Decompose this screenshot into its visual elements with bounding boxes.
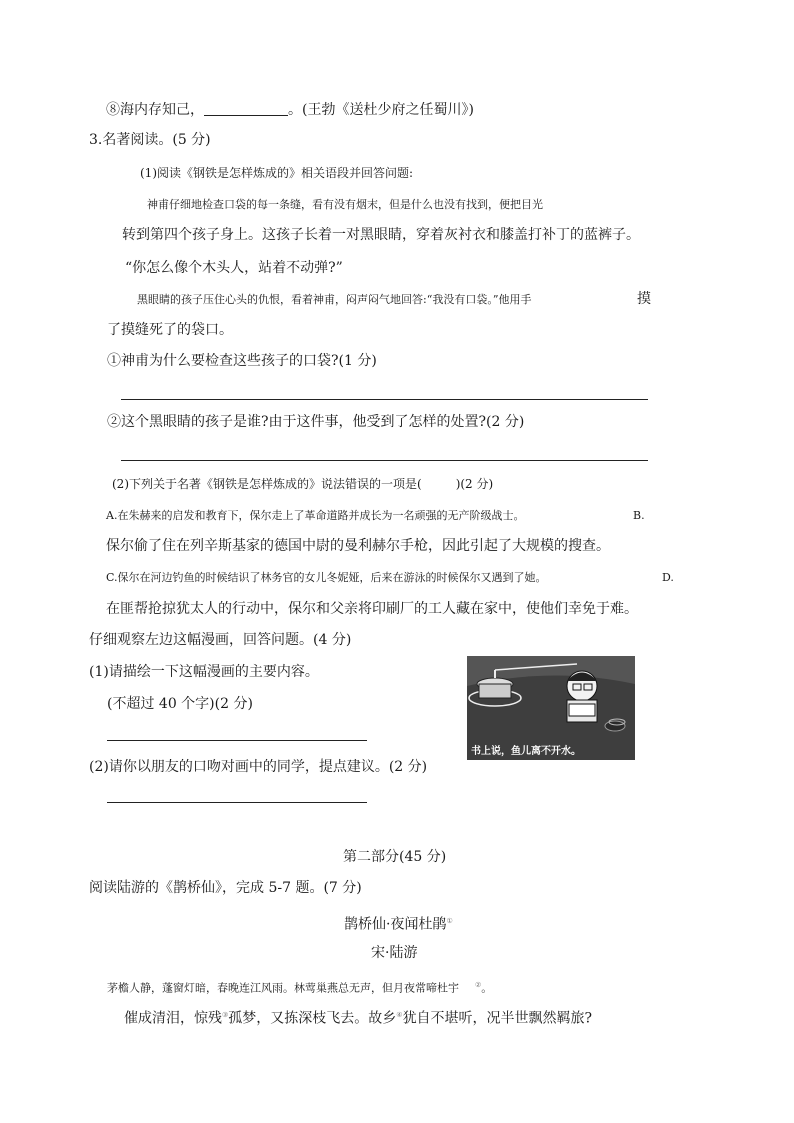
poem-line-2-c: 犹自不堪听，况半世飘然羁旅? — [402, 1010, 593, 1027]
poem-line-1 — [107, 976, 492, 998]
q4-sub1-limit: (不超过 40 个字)(2 分) — [107, 696, 253, 712]
part2-intro: 阅读陆游的《鹊桥仙》，完成 5-7 题。(7 分) — [89, 880, 362, 896]
q3-sub2-before: (2)下列关于名著《钢铁是怎样炼成的》说法错误的一项是( — [112, 477, 422, 491]
poem-line-1-text: 茅檐人静，蓬窗灯暗，春晚连江风雨。林莺巢燕总无声，但月夜常啼杜宇 — [107, 981, 459, 995]
q3-sub2 — [112, 475, 493, 493]
part2-heading: 第二部分(45 分) — [343, 849, 447, 865]
option-b: 保尔偷了住在列辛斯基家的德国中尉的曼利赫尔手枪，因此引起了大规模的搜查。 — [106, 538, 610, 554]
passage-line-4-end: 摸 — [637, 291, 651, 307]
poem-author: 宋·陆游 — [371, 945, 418, 961]
answer-line-a[interactable] — [121, 399, 648, 400]
poem-fill-source: 。(王勃《送杜少府之任蜀川》) — [288, 102, 474, 118]
q3-sub2-after: )(2 分) — [455, 477, 494, 491]
cartoon-drawing — [467, 656, 635, 760]
cartoon-caption: 书上说，鱼儿离不开水。 — [471, 746, 581, 757]
footnote-2: ② — [475, 981, 482, 989]
q3-question-b: ②这个黑眼睛的孩子是谁?由于这件事，他受到了怎样的处置?(2 分) — [107, 414, 525, 430]
poem-title — [344, 912, 453, 934]
passage-line-3: “你怎么像个木头人，站着不动弹?” — [125, 260, 343, 276]
q3-heading: 3.名著阅读。(5 分) — [89, 132, 211, 148]
q4-sub1: (1)请描绘一下这幅漫画的主要内容。 — [89, 664, 319, 680]
footnote-3: ③ — [222, 1011, 229, 1019]
poem-line-2-b: 孤梦，又拣深枝飞去。故乡 — [228, 1010, 397, 1027]
cartoon-image — [467, 656, 635, 760]
poem-fill-line — [106, 101, 474, 119]
passage-line-5: 了摸缝死了的袋口。 — [107, 322, 233, 338]
passage-line-2: 转到第四个孩子身上。这孩子长着一对黑眼睛，穿着灰衬衣和膝盖打补丁的蓝裤子。 — [122, 227, 640, 243]
answer-line-b[interactable] — [121, 460, 648, 461]
option-a: A.在朱赫来的启发和教育下，保尔走上了革命道路并成长为一名顽强的无产阶级战士。 — [106, 509, 525, 522]
footnote-1: ① — [446, 917, 453, 925]
option-c: C.保尔在河边钓鱼的时候结识了林务官的女儿冬妮娅，后来在游泳的时候保尔又遇到了她。 — [106, 571, 547, 584]
poem-fill-prefix: ⑧海内存知己， — [106, 102, 204, 118]
option-d-label: D. — [662, 571, 674, 584]
q3-question-a: ①神甫为什么要检查这些孩子的口袋?(1 分) — [107, 353, 377, 369]
q3-sub1-intro: (1)阅读《钢铁是怎样炼成的》相关语段并回答问题: — [140, 166, 414, 180]
option-b-label: B. — [633, 509, 645, 522]
poem-line-1-end: 。 — [481, 981, 493, 995]
q4-sub2: (2)请你以朋友的口吻对画中的同学，提点建议。(2 分) — [89, 759, 428, 775]
option-d: 在匪帮抢掠犹太人的行动中，保尔和父亲将印刷厂的工人藏在家中，使他们幸免于难。 — [106, 601, 638, 617]
passage-line-1: 神甫仔细地检查口袋的每一条缝，看有没有烟末，但是什么也没有找到，便把目光 — [147, 198, 543, 211]
answer-line-q4-1[interactable] — [107, 740, 367, 741]
q4-heading: 仔细观察左边这幅漫画，回答问题。(4 分) — [89, 632, 352, 648]
poem-line-2 — [124, 1006, 592, 1028]
poem-fill-blank[interactable] — [204, 101, 288, 116]
passage-line-4: 黑眼睛的孩子压住心头的仇恨，看着神甫，闷声闷气地回答:“我没有口袋。”他用手 — [137, 293, 532, 306]
poem-line-2-a: 催成清泪，惊残 — [124, 1010, 222, 1027]
footnote-4: ④ — [396, 1011, 403, 1019]
poem-title-text: 鹊桥仙·夜闻杜鹃 — [344, 916, 447, 933]
answer-line-q4-2[interactable] — [107, 802, 367, 803]
